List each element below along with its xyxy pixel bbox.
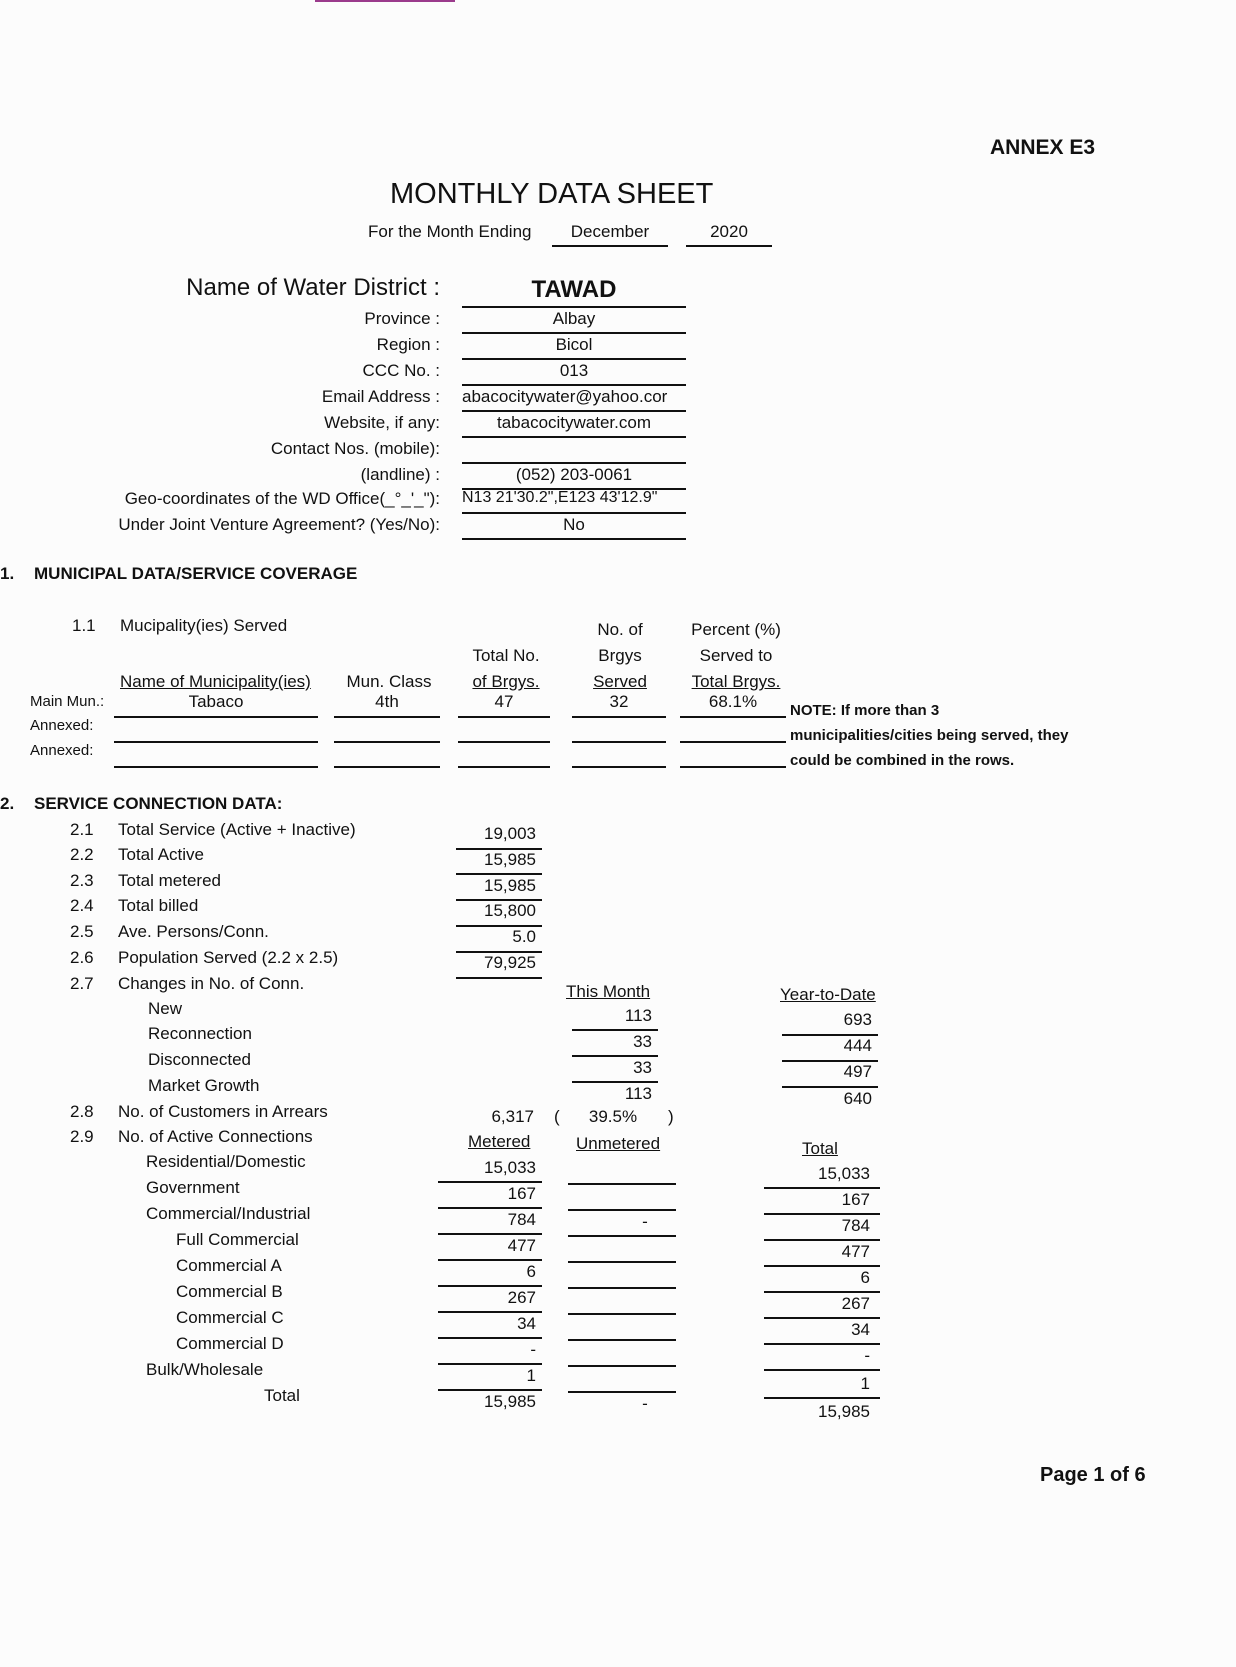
wd-field-underline bbox=[462, 410, 686, 412]
value-underline bbox=[764, 1369, 880, 1371]
wd-field-value: 013 bbox=[559, 361, 589, 380]
page-number: Page 1 of 6 bbox=[1040, 1464, 1146, 1486]
sub-title: Mucipality(ies) Served bbox=[120, 616, 288, 635]
wd-field-label: Website, if any: bbox=[324, 413, 440, 432]
wd-field-underline bbox=[462, 384, 686, 386]
item-label: Total metered bbox=[118, 871, 221, 890]
wd-field-label: Province : bbox=[364, 309, 440, 328]
section2-title: SERVICE CONNECTION DATA: bbox=[34, 794, 283, 813]
section1-title: MUNICIPAL DATA/SERVICE COVERAGE bbox=[34, 564, 358, 583]
wd-field-label: Email Address : bbox=[321, 387, 440, 406]
total-header: Total bbox=[802, 1139, 838, 1158]
section2-number: 2. bbox=[0, 794, 15, 813]
value-underline bbox=[456, 873, 542, 875]
value-underline bbox=[568, 1261, 676, 1263]
total-value: 784 bbox=[841, 1216, 870, 1235]
total-value: 34 bbox=[851, 1320, 870, 1339]
served-header-l1: No. of bbox=[597, 620, 643, 639]
value-underline bbox=[568, 1339, 676, 1341]
metered-total-value: 15,985 bbox=[484, 1392, 536, 1411]
value-underline bbox=[438, 1285, 542, 1287]
wd-field-label: Geo-coordinates of the WD Office(_°_'_"): bbox=[124, 489, 440, 508]
cell-underline bbox=[458, 741, 550, 743]
section1-number: 1. bbox=[0, 564, 15, 583]
name-header: Name of Municipality(ies) bbox=[120, 672, 311, 691]
value-underline bbox=[764, 1239, 880, 1241]
active-row-label: Bulk/Wholesale bbox=[146, 1360, 264, 1379]
wd-field-underline bbox=[462, 462, 686, 464]
arrears-close-paren: ) bbox=[668, 1107, 674, 1126]
value-underline bbox=[568, 1313, 676, 1315]
item-number: 2.1 bbox=[70, 820, 94, 839]
total-header-l1: Total No. bbox=[472, 646, 540, 665]
value-underline bbox=[438, 1363, 542, 1365]
value-underline bbox=[782, 1086, 878, 1088]
total-value: 1 bbox=[860, 1374, 870, 1393]
cell-underline bbox=[334, 716, 440, 718]
changes-label: Changes in No. of Conn. bbox=[118, 974, 305, 993]
pct-header-l3: Total Brgys. bbox=[691, 672, 781, 691]
changes-row-label: New bbox=[148, 999, 183, 1018]
total-value: 167 bbox=[841, 1190, 870, 1209]
value-underline bbox=[568, 1235, 676, 1237]
cell-underline bbox=[572, 766, 666, 768]
value-underline bbox=[568, 1365, 676, 1367]
value-underline bbox=[438, 1311, 542, 1313]
value-underline bbox=[764, 1343, 880, 1345]
item-label: Total Service (Active + Inactive) bbox=[118, 820, 356, 839]
active-row-label: Government bbox=[146, 1178, 240, 1197]
this-month-header: This Month bbox=[566, 982, 651, 1001]
changes-ytd-value: 640 bbox=[843, 1089, 872, 1108]
arrears-label: No. of Customers in Arrears bbox=[118, 1102, 328, 1121]
municipality-name: Tabaco bbox=[188, 692, 244, 711]
value-underline bbox=[438, 1233, 542, 1235]
value-underline bbox=[438, 1181, 542, 1183]
changes-row-label: Disconnected bbox=[148, 1050, 252, 1069]
wd-field-underline bbox=[462, 436, 686, 438]
metered-value: 34 bbox=[517, 1314, 536, 1333]
arrears-value: 6,317 bbox=[491, 1107, 534, 1126]
value-underline bbox=[764, 1317, 880, 1319]
total-header-l2: of Brgys. bbox=[472, 672, 540, 691]
percent-served: 68.1% bbox=[708, 692, 758, 711]
total-value: 477 bbox=[841, 1242, 870, 1261]
wd-field-underline bbox=[462, 538, 686, 540]
annex-label: ANNEX E3 bbox=[990, 136, 1096, 159]
item-value: 15,985 bbox=[484, 876, 536, 895]
cell-underline bbox=[680, 766, 786, 768]
note-line-1: NOTE: If more than 3 bbox=[790, 702, 940, 719]
wd-name-label: Name of Water District : bbox=[186, 274, 440, 301]
metered-value: 784 bbox=[507, 1210, 536, 1229]
item-number: 2.5 bbox=[70, 922, 94, 941]
value-underline bbox=[572, 1081, 658, 1083]
value-underline bbox=[764, 1291, 880, 1293]
cell-underline bbox=[334, 741, 440, 743]
served-header-l2: Brgys bbox=[598, 646, 642, 665]
arrears-open-paren: ( bbox=[554, 1107, 560, 1126]
pct-header-l2: Served to bbox=[699, 646, 773, 665]
active-row-label: Commercial D bbox=[176, 1334, 284, 1353]
metered-value: - bbox=[530, 1340, 536, 1359]
arrears-percent: 39.5% bbox=[588, 1107, 638, 1126]
changes-month-value: 33 bbox=[633, 1058, 652, 1077]
active-row-label: Full Commercial bbox=[176, 1230, 299, 1249]
wd-name-value: TAWAD bbox=[531, 276, 617, 303]
wd-field-label: CCC No. : bbox=[362, 361, 440, 380]
changes-month-value: 33 bbox=[633, 1032, 652, 1051]
item-number: 2.2 bbox=[70, 845, 94, 864]
wd-field-label: Region : bbox=[376, 335, 440, 354]
ytd-header: Year-to-Date bbox=[780, 985, 876, 1004]
active-total-label: Total bbox=[264, 1386, 300, 1405]
total-value: 267 bbox=[841, 1294, 870, 1313]
wd-field-underline bbox=[462, 358, 686, 360]
item-value: 5.0 bbox=[512, 927, 536, 946]
page-title: MONTHLY DATA SHEET bbox=[390, 178, 714, 210]
year-underline bbox=[686, 245, 772, 247]
class-header: Mun. Class bbox=[346, 672, 432, 691]
pct-header-l1: Percent (%) bbox=[691, 620, 781, 639]
changes-month-value: 113 bbox=[624, 1006, 652, 1025]
wd-field-value: tabacocitywater.com bbox=[496, 413, 651, 432]
cell-underline bbox=[114, 766, 318, 768]
served-header-l3: Served bbox=[593, 672, 647, 691]
month-value: December bbox=[570, 222, 650, 241]
wd-field-value: Bicol bbox=[555, 335, 593, 354]
cell-underline bbox=[680, 741, 786, 743]
wd-field-value: abacocitywater@yahoo.cor bbox=[462, 387, 668, 406]
top-edge-mark bbox=[315, 0, 455, 2]
grand-total-value: 15,985 bbox=[818, 1402, 870, 1421]
active-label: No. of Active Connections bbox=[118, 1127, 313, 1146]
value-underline bbox=[764, 1397, 880, 1399]
value-underline bbox=[568, 1287, 676, 1289]
note-line-3: could be combined in the rows. bbox=[790, 752, 1015, 769]
item-value: 79,925 bbox=[484, 953, 536, 972]
value-underline bbox=[568, 1391, 676, 1393]
metered-value: 1 bbox=[526, 1366, 536, 1385]
value-underline bbox=[572, 1029, 658, 1031]
item-value: 15,985 bbox=[484, 850, 536, 869]
wd-field-value: Albay bbox=[552, 309, 596, 328]
item-number: 2.4 bbox=[70, 896, 94, 915]
unmetered-value: - bbox=[642, 1212, 648, 1231]
changes-row-label: Market Growth bbox=[148, 1076, 260, 1095]
row-label: Main Mun.: bbox=[30, 693, 105, 710]
municipality-class: 4th bbox=[375, 692, 399, 711]
item-label: Ave. Persons/Conn. bbox=[118, 922, 269, 941]
item-label: Total Active bbox=[118, 845, 204, 864]
value-underline bbox=[764, 1213, 880, 1215]
value-underline bbox=[438, 1207, 542, 1209]
metered-value: 15,033 bbox=[484, 1158, 536, 1177]
value-underline bbox=[438, 1337, 542, 1339]
value-underline bbox=[572, 1055, 658, 1057]
value-underline bbox=[438, 1389, 542, 1391]
changes-ytd-value: 497 bbox=[843, 1062, 872, 1081]
cell-underline bbox=[680, 716, 786, 718]
metered-value: 477 bbox=[507, 1236, 536, 1255]
item-value: 15,800 bbox=[484, 901, 536, 920]
note-line-2: municipalities/cities being served, they bbox=[790, 727, 1069, 744]
changes-ytd-value: 693 bbox=[843, 1010, 872, 1029]
wd-field-value: No bbox=[563, 515, 585, 534]
brgys-served: 32 bbox=[609, 692, 629, 711]
cell-underline bbox=[572, 741, 666, 743]
metered-header: Metered bbox=[468, 1132, 531, 1151]
cell-underline bbox=[572, 716, 666, 718]
wd-field-value: N13 21'30.2",E123 43'12.9" bbox=[462, 489, 658, 506]
wd-field-label: Contact Nos. (mobile): bbox=[270, 439, 440, 458]
item-number: 2.8 bbox=[70, 1102, 94, 1121]
item-label: Population Served (2.2 x 2.5) bbox=[118, 948, 339, 967]
cell-underline bbox=[334, 766, 440, 768]
metered-value: 6 bbox=[526, 1262, 536, 1281]
value-underline bbox=[438, 1259, 542, 1261]
changes-row-label: Reconnection bbox=[148, 1024, 252, 1043]
value-underline bbox=[764, 1265, 880, 1267]
active-row-label: Commercial/Industrial bbox=[146, 1204, 311, 1223]
cell-underline bbox=[114, 741, 318, 743]
value-underline bbox=[568, 1209, 676, 1211]
item-number: 2.9 bbox=[70, 1127, 94, 1146]
unmetered-total-value: - bbox=[642, 1394, 648, 1413]
value-underline bbox=[764, 1187, 880, 1189]
total-brgys: 47 bbox=[494, 692, 514, 711]
wd-field-underline bbox=[462, 512, 686, 514]
active-row-label: Commercial B bbox=[176, 1282, 283, 1301]
metered-value: 167 bbox=[507, 1184, 536, 1203]
active-row-label: Commercial C bbox=[176, 1308, 284, 1327]
cell-underline bbox=[458, 766, 550, 768]
wd-field-label: (landline) : bbox=[360, 465, 440, 484]
month-underline bbox=[552, 245, 668, 247]
month-label: For the Month Ending bbox=[368, 222, 532, 241]
total-value: - bbox=[864, 1346, 870, 1365]
row-label: Annexed: bbox=[30, 717, 94, 734]
metered-value: 267 bbox=[507, 1288, 536, 1307]
total-value: 15,033 bbox=[818, 1164, 870, 1183]
active-row-label: Commercial A bbox=[176, 1256, 282, 1275]
item-label: Total billed bbox=[118, 896, 199, 915]
changes-ytd-value: 444 bbox=[843, 1036, 872, 1055]
row-label: Annexed: bbox=[30, 742, 94, 759]
item-value: 19,003 bbox=[484, 824, 536, 843]
item-number: 2.3 bbox=[70, 871, 94, 890]
wd-field-label: Under Joint Venture Agreement? (Yes/No): bbox=[118, 515, 440, 534]
year-value: 2020 bbox=[710, 222, 748, 241]
cell-underline bbox=[458, 716, 550, 718]
value-underline bbox=[568, 1183, 676, 1185]
cell-underline bbox=[114, 716, 318, 718]
wd-field-underline bbox=[462, 332, 686, 334]
item-number: 2.7 bbox=[70, 974, 94, 993]
total-value: 6 bbox=[860, 1268, 870, 1287]
sub-number: 1.1 bbox=[72, 616, 96, 635]
wd-field-value: (052) 203-0061 bbox=[515, 465, 633, 484]
changes-month-value: 113 bbox=[624, 1084, 652, 1103]
value-underline bbox=[456, 977, 542, 979]
item-number: 2.6 bbox=[70, 948, 94, 967]
wd-name-underline bbox=[462, 306, 686, 308]
unmetered-header: Unmetered bbox=[576, 1134, 661, 1153]
active-row-label: Residential/Domestic bbox=[146, 1152, 306, 1171]
